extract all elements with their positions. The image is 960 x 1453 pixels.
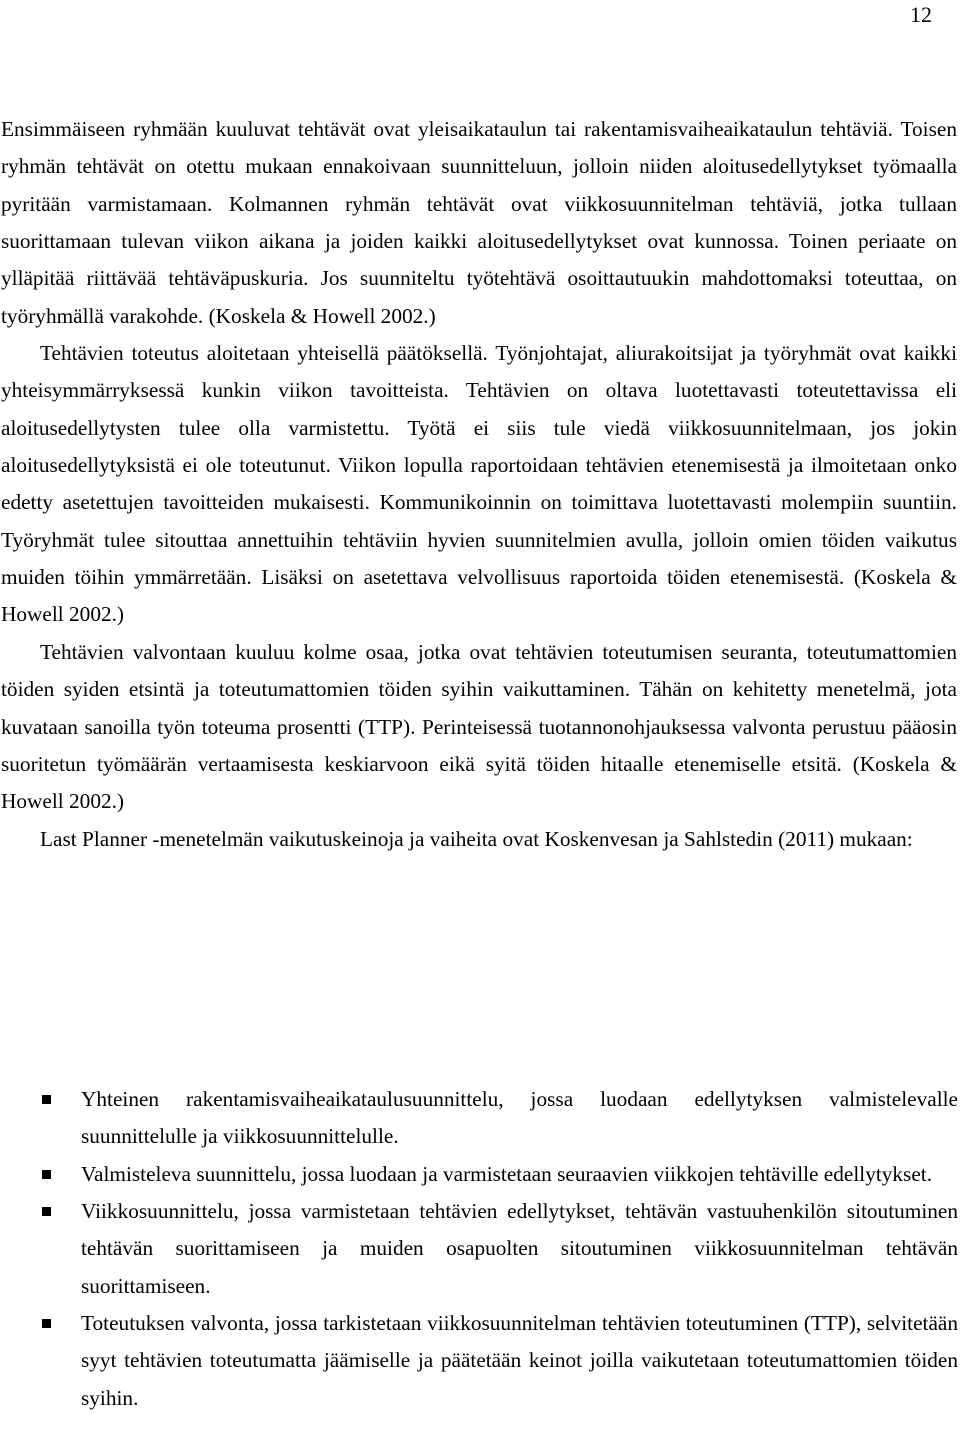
square-bullet-icon bbox=[42, 1170, 51, 1179]
list-item-text: Valmisteleva suunnittelu, jossa luodaan ja varmistetaan seuraavien viikkojen tehtäville edellytykset. bbox=[81, 1161, 933, 1186]
list-item bbox=[0, 1156, 958, 1193]
list-item-text: Toteutuksen valvonta, jossa tarkistetaan viikkosuunnitelman tehtävien toteutuminen (TTP), selvitetään syyt tehtävien toteutumatta jäämiselle ja päätetään keinot joilla vaikutetaan toteutumattomien töiden syihin. bbox=[81, 1311, 958, 1410]
list-item bbox=[0, 1305, 958, 1417]
page-number: 12 bbox=[910, 2, 932, 27]
square-bullet-icon bbox=[42, 1207, 51, 1216]
paragraph-task-monitoring: Tehtävien valvontaan kuuluu kolme osaa, jotka ovat tehtävien toteutumisen seuranta, toteutumattomien töiden syiden etsintä ja toteutumattomien töiden syihin vaikuttaminen. Tähän on kehitetty menetelmä, jota kuvataan sanoilla työn toteuma prosentti (TTP). Perinteisessä tuotannonohjauksessa valvonta perustuu pääosin suoritetun työmäärän vertaamisesta keskiarvoon eikä syitä töiden hitaalle etenemiselle etsitä. (Koskela & Howell 2002.) bbox=[1, 639, 957, 814]
list-item-text: Viikkosuunnittelu, jossa varmistetaan tehtävien edellytykset, tehtävän vastuuhenkilön sitoutuminen tehtävän suorittamiseen ja muiden osapuolten sitoutuminen viikkosuunnitelman tehtävän suorittamiseen. bbox=[81, 1199, 958, 1298]
paragraph-task-groups: Ensimmäiseen ryhmään kuuluvat tehtävät ovat yleisaikataulun tai rakentamisvaiheaikataulun tehtäviä. Toisen ryhmän tehtävät on otettu mukaan ennakoivaan suunnitteluun, jolloin niiden aloitusedellytykset työmaalla pyritään varmistamaan. Kolmannen ryhmän tehtävät ovat viikkosuunnitelman tehtäviä, jotka tullaan suorittamaan tulevan viikon aikana ja joiden kaikki aloitusedellytykset ovat kunnossa. Toinen periaate on ylläpitää riittävää tehtäväpuskuria. Jos suunniteltu työtehtävä osoittautuukin mahdottomaksi toteuttaa, on työryhmällä varakohde. (Koskela & Howell 2002.) bbox=[1, 117, 957, 328]
list-item bbox=[0, 1193, 958, 1305]
paragraph-last-planner-intro: Last Planner -menetelmän vaikutuskeinoja ja vaiheita ovat Koskenvesan ja Sahlstedin (2011) mukaan: bbox=[40, 826, 913, 851]
square-bullet-icon bbox=[42, 1095, 51, 1104]
list-item-text: Yhteinen rakentamisvaiheaikataulusuunnittelu, jossa luodaan edellytyksen valmistelevalle suunnittelulle ja viikkosuunnittelulle. bbox=[81, 1087, 958, 1149]
paragraph-task-execution: Tehtävien toteutus aloitetaan yhteisellä päätöksellä. Työnjohtajat, aliurakoitsijat ja työryhmät ovat kaikki yhteisymmärryksessä kunkin viikon tavoitteista. Tehtävien on oltava luotettavasti toteutettavissa eli aloitusedellytysten tulee olla varmistettu. Työtä ei siis tule viedä viikkosuunnitelmaan, jos jokin aloitusedellytyksistä ei ole toteutunut. Viikon lopulla raportoidaan tehtävien etenemisestä ja ilmoitetaan onko edetty asetettujen tavoitteiden mukaisesti. Kommunikoinnin on toimittava luotettavasti molempiin suuntiin. Työryhmät tulee sitouttaa annettuihin tehtäviin hyvien suunnitelmien avulla, jolloin omien töiden vaikutus muiden töihin ymmärretään. Lisäksi on asetettava velvollisuus raportoida töiden etenemisestä. (Koskela & Howell 2002.) bbox=[1, 341, 957, 627]
bullet-list bbox=[0, 1081, 958, 1417]
list-item bbox=[0, 1081, 958, 1156]
square-bullet-icon bbox=[42, 1319, 51, 1328]
body-text bbox=[1, 111, 957, 858]
